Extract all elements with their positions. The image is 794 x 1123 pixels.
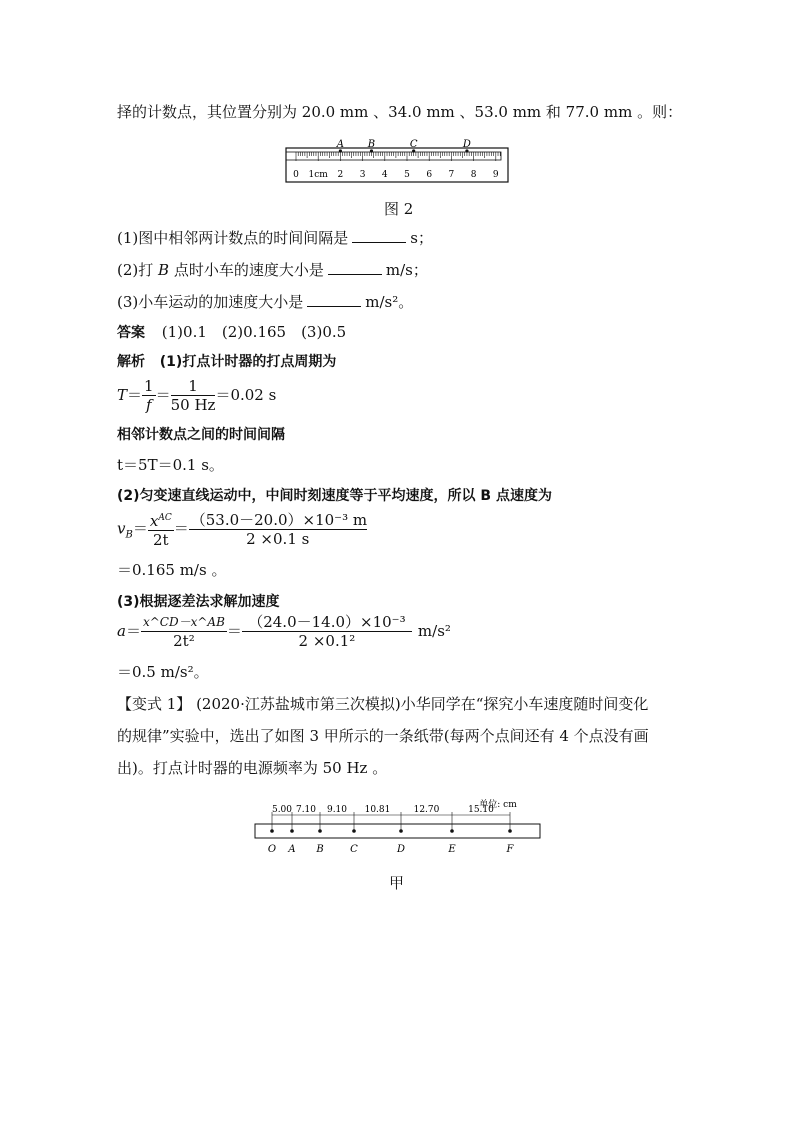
answer-blank-3[interactable] — [307, 292, 361, 307]
equation-a: a＝ $\frac{x\^{}CD-x\^{}AB}{\text{2t²}}$ ＝ $\frac{\text{（24.0－14.0）×10⁻³}}{\text{2 ×0.1²}}$ m/s² — [117, 613, 451, 650]
eq3-f2-num: （53.0－20.0）×10⁻³ m — [190, 510, 368, 529]
analysis-eq2: t＝5T＝0.1 s。 — [117, 456, 224, 474]
ruler-number: 4 — [381, 170, 388, 180]
variant-line-3: 出)。打点计时器的电源频率为 50 Hz 。 — [117, 759, 388, 777]
eq4-f1-den: 2t² — [173, 632, 195, 650]
eq3-f1-num: x — [149, 512, 159, 530]
analysis-p3: (2)匀变速直线运动中，中间时刻速度等于平均速度，所以 B 点速度为 — [117, 488, 552, 504]
ruler-number: 1cm — [308, 170, 328, 180]
tape-dot — [352, 829, 356, 833]
eq4-unit: m/s² — [417, 622, 451, 640]
ruler-caption: 图 2 — [384, 200, 414, 218]
tape-point-label: F — [506, 844, 514, 855]
ruler-figure — [285, 136, 510, 186]
eq4-f2-den: 2 ×0.1² — [298, 632, 356, 650]
tape-segment-length: 15.10 — [468, 805, 494, 815]
ruler-number: 0 — [293, 170, 299, 180]
analysis-line-1 — [117, 351, 336, 372]
question-1-unit: s； — [410, 229, 433, 247]
tape-segment-length: 9.10 — [326, 805, 348, 815]
tape-segment-length: 7.10 — [295, 805, 317, 815]
tape-segment-length: 5.00 — [271, 805, 293, 815]
intro-text: 择的计数点，其位置分别为 20.0 mm 、34.0 mm 、53.0 mm 和 77.0 mm 。则： — [117, 103, 683, 121]
tape-unit-label: 单位: cm — [479, 800, 517, 810]
ruler-number: 9 — [492, 170, 499, 180]
eq4-lhs: a — [117, 622, 126, 640]
tape-point-label: C — [350, 844, 358, 855]
answer-blank-1[interactable] — [352, 228, 406, 243]
analysis-label: 解析 — [117, 354, 145, 370]
tape-dot — [290, 829, 294, 833]
tape-point-label: B — [316, 844, 324, 855]
tape-dot — [399, 829, 403, 833]
tape-point-label: E — [448, 844, 456, 855]
eq3-lhs-sub: B — [125, 529, 133, 541]
analysis-eq3b: ＝0.165 m/s 。 — [117, 561, 227, 579]
eq3-f1-num-sup: AC — [158, 513, 172, 523]
tape-dot — [270, 829, 274, 833]
question-2-var: B — [158, 261, 170, 279]
eq3-lhs: v — [117, 519, 126, 538]
tape-dot — [318, 829, 322, 833]
variant-line-2: 的规律”实验中，选出了如图 3 甲所示的一条纸带(每两个点间还有 4 个点没有画 — [117, 727, 649, 745]
answer-text: (1)0.1 (2)0.165 (3)0.5 — [161, 323, 347, 341]
eq1-f1-den: f — [146, 396, 152, 414]
analysis-eq4b: ＝0.5 m/s²。 — [117, 663, 209, 681]
tape-segment-length: 10.81 — [364, 805, 391, 815]
question-2-pre: (2)打 — [117, 261, 159, 279]
eq3-f2-den: 2 ×0.1 s — [246, 529, 310, 548]
question-3-text: (3)小车运动的加速度大小是 — [117, 293, 304, 311]
ruler-number: 7 — [448, 170, 455, 180]
tape-segment-length: 12.70 — [413, 805, 440, 815]
ruler-point-label: C — [409, 139, 418, 150]
question-3 — [117, 292, 413, 312]
eq3-f1-den: 2t — [153, 531, 169, 549]
answer-label: 答案 — [117, 325, 145, 341]
eq1-f2-num: 1 — [171, 378, 216, 396]
question-2-unit: m/s； — [385, 261, 428, 279]
tape-point-label: A — [288, 844, 296, 855]
ruler-point-label: A — [336, 139, 345, 150]
question-2 — [117, 260, 428, 280]
answer-blank-2[interactable] — [328, 260, 382, 275]
ruler-number: 8 — [470, 170, 477, 180]
eq1-rhs: ＝0.02 s — [215, 386, 277, 404]
ruler-point-label: B — [367, 139, 376, 150]
ruler-number: 2 — [337, 170, 344, 180]
analysis-p1: (1)打点计时器的打点周期为 — [159, 354, 337, 370]
paper-tape-figure — [250, 796, 545, 858]
question-3-unit: m/s²。 — [365, 293, 414, 311]
tape-dot — [450, 829, 454, 833]
ruler-number: 6 — [426, 170, 433, 180]
tape-point-label: O — [267, 844, 277, 855]
eq1-lhs: T — [117, 386, 128, 404]
answer-line — [117, 322, 346, 343]
question-1 — [117, 228, 433, 248]
eq1-f1-num: 1 — [144, 377, 154, 395]
ruler-point-label: D — [462, 139, 471, 150]
equation-period: T＝ $\frac{1}{f}$ ＝ $\frac{1}{50 Hz}$ ＝0.02 s — [117, 377, 277, 414]
eq4-f1-num: x^CD－x^AB — [141, 614, 227, 632]
eq1-f2-den: 50 Hz — [170, 396, 216, 414]
tape-point-label: D — [396, 844, 406, 855]
analysis-p4: (3)根据逐差法求解加速度 — [117, 594, 280, 610]
tape-dot — [508, 829, 512, 833]
question-2-post: 点时小车的速度大小是 — [169, 261, 324, 279]
eq4-f2-num: （24.0－14.0）×10⁻³ — [242, 614, 412, 632]
analysis-p2: 相邻计数点之间的时间间隔 — [117, 427, 285, 443]
variant-line-1: 【变式 1】 (2020·江苏盐城市第三次模拟)小华同学在“探究小车速度随时间变化 — [117, 695, 649, 713]
tape-caption: 甲 — [389, 874, 405, 892]
ruler-number: 5 — [404, 170, 410, 180]
question-1-text: (1)图中相邻两计数点的时间间隔是 — [117, 229, 349, 247]
equation-vb: $v_B=$ $\frac{x^{AC}}{2t}$ ＝ $\frac{\text{（53.0－20.0）×10⁻³ m}}{2 \times 0.1 s}$ — [117, 510, 368, 549]
ruler-number: 3 — [359, 170, 366, 180]
